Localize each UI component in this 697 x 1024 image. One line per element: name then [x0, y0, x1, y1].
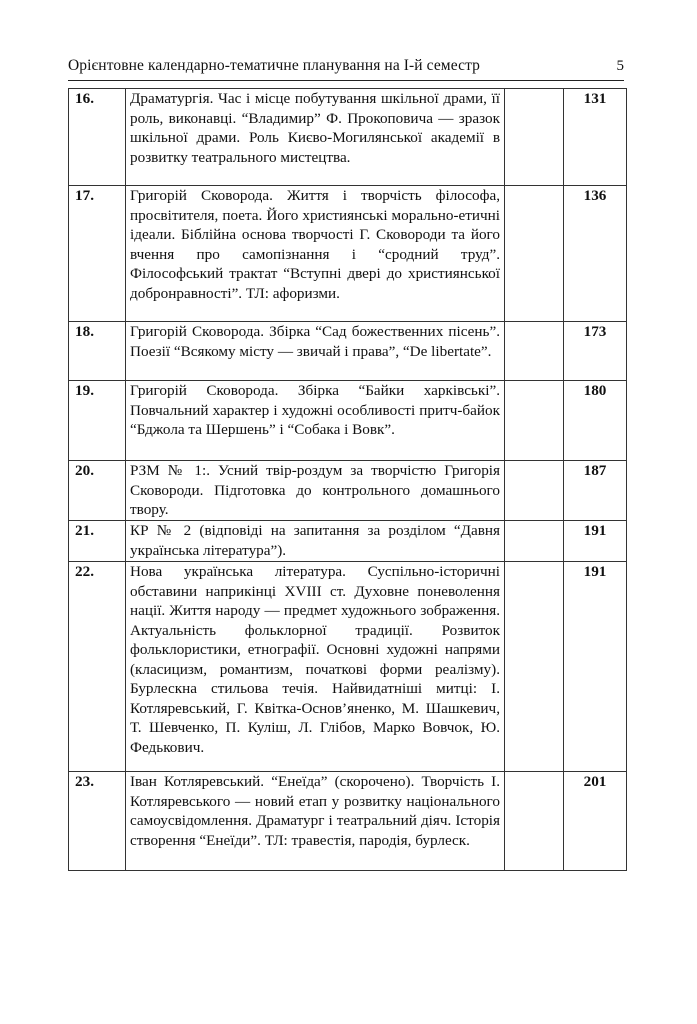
table-row	[69, 772, 627, 871]
lesson-topic: КР № 2 (відповіді на запитання за розділом “Давня українська література”).	[126, 521, 505, 562]
table-row	[69, 562, 627, 772]
extra-cell	[505, 381, 564, 461]
lesson-number: 22.	[69, 562, 126, 772]
lesson-number: 16.	[69, 89, 126, 186]
page-reference: 180	[564, 381, 627, 461]
table-row	[69, 89, 627, 186]
lesson-topic: Григорій Сковорода. Збірка “Сад божественних пісень”. Поезії “Всякому місту — звичай і права”, “De libertate”.	[126, 322, 505, 381]
lesson-number: 18.	[69, 322, 126, 381]
extra-cell	[505, 461, 564, 521]
lesson-topic: Нова українська література. Суспільно-історичні обставини наприкінці XVIII ст. Духовне поневолення нації. Життя народу — предмет художнього зображення. Актуальність фольклорної традиції. Розвиток фольклористики, етнографії. Основні художні напрями (класицизм, романтизм, початкові форми реалізму). Бурлескна стильова течія. Найвидатніші митці: І. Котляревський, Г. Квітка-Основ’яненко, М. Шашкевич, Т. Шевченко, П. Куліш, Л. Глібов, Марко Вовчок, Ю. Федькович.	[126, 562, 505, 772]
table-row	[69, 186, 627, 322]
extra-cell	[505, 521, 564, 562]
extra-cell	[505, 186, 564, 322]
lesson-topic: РЗМ № 1:. Усний твір-роздум за творчістю Григорія Сковороди. Підготовка до контрольного домашнього твору.	[126, 461, 505, 521]
table-row	[69, 521, 627, 562]
lesson-topic: Григорій Сковорода. Життя і творчість філософа, просвітителя, поета. Його християнські морально-етичні ідеали. Біблійна основа творчості Г. Сковороди та його вчення про самопізнання і “сродний труд”. Філософський трактат “Вступні двері до християнської добронравності”. ТЛ: афоризми.	[126, 186, 505, 322]
page-reference: 191	[564, 562, 627, 772]
page-reference: 173	[564, 322, 627, 381]
lesson-topic: Григорій Сковорода. Збірка “Байки харківські”. Повчальний характер і художні особливості притч-байок “Бджола та Шершень” і “Собака і Вовк”.	[126, 381, 505, 461]
running-header	[68, 56, 624, 81]
lesson-number: 17.	[69, 186, 126, 322]
lesson-number: 21.	[69, 521, 126, 562]
lesson-number: 20.	[69, 461, 126, 521]
page-number: 5	[616, 58, 624, 74]
page-reference: 131	[564, 89, 627, 186]
extra-cell	[505, 562, 564, 772]
page-reference: 136	[564, 186, 627, 322]
page-reference: 191	[564, 521, 627, 562]
lesson-number: 23.	[69, 772, 126, 871]
table-row	[69, 381, 627, 461]
extra-cell	[505, 772, 564, 871]
extra-cell	[505, 89, 564, 186]
table-row	[69, 322, 627, 381]
lesson-number: 19.	[69, 381, 126, 461]
lesson-topic: Іван Котляревський. “Енеїда” (скорочено). Творчість І. Котляревського — новий етап у розвитку національного самоусвідомлення. Драматург і театральний діяч. Історія створення “Енеїди”. ТЛ: травестія, пародія, бурлеск.	[126, 772, 505, 871]
planning-table	[68, 88, 627, 871]
page-reference: 187	[564, 461, 627, 521]
extra-cell	[505, 322, 564, 381]
table-row	[69, 461, 627, 521]
page-title: Орієнтовне календарно-тематичне планування на І-й семестр	[68, 57, 480, 74]
lesson-topic: Драматургія. Час і місце побутування шкільної драми, її роль, виконавці. “Владимир” Ф. Прокоповича — зразок шкільної драми. Роль Києво-Могилянської академії в розвитку театрального мистецтва.	[126, 89, 505, 186]
page-reference: 201	[564, 772, 627, 871]
